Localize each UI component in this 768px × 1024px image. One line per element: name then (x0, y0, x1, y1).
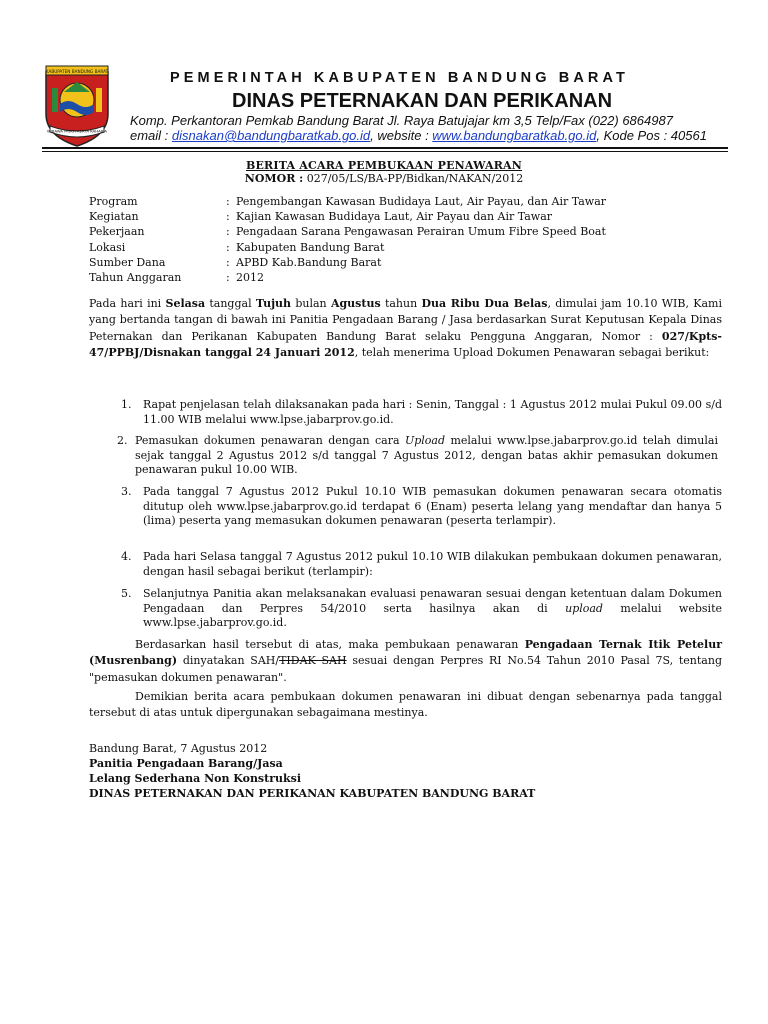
signature-line: Panitia Pengadaan Barang/Jasa (89, 757, 283, 770)
website-link[interactable]: www.bandungbaratkab.go.id (432, 128, 597, 143)
field-row (89, 271, 729, 286)
website-label: , website : (370, 128, 433, 143)
field-label: Sumber Dana (89, 255, 166, 269)
intro-month: Agustus (330, 297, 381, 310)
field-label: Lokasi (89, 240, 126, 254)
header-divider-thin (42, 151, 728, 152)
struck-text: TIDAK SAH (279, 654, 347, 668)
field-colon: : (226, 255, 230, 269)
list-item (117, 434, 718, 478)
result-paragraph (89, 637, 722, 686)
field-value: Pengembangan Kawasan Budidaya Laut, Air Payau, dan Air Tawar (236, 195, 607, 208)
closing-paragraph: Demikian berita acara pembukaan dokumen penawaran ini dibuat dengan sebenarnya pada tanggal tersebut di atas untuk dipergunakan sebagaimana mestinya. (89, 690, 722, 720)
item-number: 4. (121, 550, 132, 563)
signature-line: DINAS PETERNAKAN DAN PERIKANAN KABUPATEN BANDUNG BARAT (89, 787, 536, 800)
contact-line (130, 128, 768, 143)
regency-emblem-icon (42, 62, 112, 148)
list-item (121, 485, 722, 529)
field-label: Pekerjaan (89, 225, 145, 239)
list-item (121, 550, 722, 579)
field-row (89, 241, 729, 256)
intro-text: Pada hari ini (89, 297, 166, 310)
logo-top-text: KABUPATEN BANDUNG BARAT (45, 69, 109, 74)
field-value: Pengadaan Sarana Pengawasan Perairan Umum Fibre Speed Boat (236, 225, 606, 239)
field-label: Tahun Anggaran (89, 270, 182, 284)
intro-date: Tujuh (255, 297, 292, 310)
field-value: Kajian Kawasan Budidaya Laut, Air Payau dan Air Tawar (236, 210, 553, 224)
nomor-value: 027/05/LS/BA-PP/Bidkan/NAKAN/2012 (303, 172, 524, 185)
email-link[interactable]: disnakan@bandungbaratkab.go.id (171, 128, 371, 143)
field-value: APBD Kab.Bandung Barat (236, 255, 382, 269)
place-date: Bandung Barat, 7 Agustus 2012 (89, 742, 268, 755)
document-number (0, 172, 768, 185)
item-number: 5. (121, 587, 132, 600)
decree-number: 027/Kpts-47/PPBJ/Disnakan tanggal 24 Januari 2012 (89, 329, 722, 359)
result-text: sesuai dengan Perpres RI No.54 Tahun 2010 Pasal 7S, tentang "pemasukan dokumen penawaran". (89, 654, 722, 684)
office-address: Komp. Perkantoran Pemkab Bandung Barat Jl. Raya Batujajar km 3,5 Telp/Fax (022) 6864987 (130, 113, 673, 128)
item-text-part: melalui www.lpse.jabarprov.go.id telah dimulai sejak tanggal 2 Agustus 2012 s/d tanggal 7 Agustus 2012, dengan batas akhir pemasukan dokumen penawaran pukul 10.00 WIB. (135, 434, 718, 476)
procurement-name: Pengadaan Ternak Itik Petelur (Musrenbang) (89, 638, 722, 668)
item-text (135, 434, 718, 478)
intro-text: tanggal (205, 297, 256, 310)
field-colon: : (226, 270, 230, 284)
item-text-part: melalui website www.lpse.jabarprov.go.id. (143, 601, 722, 629)
intro-text: , dimulai jam 10.10 WIB, Kami yang bertanda tangan di bawah ini Panitia Pengadaan Barang / Jasa berdasarkan Surat Keputusan Kepala Dinas Peternakan dan Perikanan Kabupaten Bandung Barat selaku Pengguna Anggaran, Nomor : (89, 297, 723, 343)
list-item (121, 587, 722, 631)
program-details (89, 195, 729, 286)
item-number: 1. (121, 398, 132, 411)
intro-text: bulan (291, 297, 331, 310)
intro-day: Selasa (165, 297, 206, 310)
intro-year: Dua Ribu Dua Belas (421, 297, 548, 310)
field-colon: : (226, 195, 230, 208)
item-emphasis: upload (565, 601, 603, 615)
item-number: 3. (121, 485, 132, 498)
government-name: PEMERINTAH KABUPATEN BANDUNG BARAT (170, 70, 629, 86)
field-row (89, 210, 729, 225)
item-text: Pada hari Selasa tanggal 7 Agustus 2012 pukul 10.10 WIB dilakukan pembukaan dokumen penawaran, dengan hasil sebagai berikut (terlampir): (143, 550, 722, 578)
field-row (89, 195, 729, 210)
signature-line: Lelang Sederhana Non Konstruksi (89, 772, 301, 785)
list-item (121, 398, 722, 427)
field-row (89, 225, 729, 240)
field-row (89, 256, 729, 271)
field-colon: : (226, 210, 230, 224)
field-label: Kegiatan (89, 210, 139, 224)
document-title: BERITA ACARA PEMBUKAAN PENAWARAN (245, 159, 523, 172)
field-value: Kabupaten Bandung Barat (236, 240, 385, 254)
field-colon: : (226, 240, 230, 254)
intro-text: , telah menerima Upload Dokumen Penawaran sebagai berikut: (354, 345, 710, 359)
field-value: 2012 (236, 270, 264, 284)
item-emphasis: Upload (404, 434, 446, 447)
field-label: Program (89, 195, 138, 208)
department-name: DINAS PETERNAKAN DAN PERIKANAN (232, 90, 613, 112)
email-label: email : (130, 128, 172, 143)
nomor-label: NOMOR : (244, 172, 304, 185)
field-colon: : (226, 225, 230, 239)
item-number: 2. (117, 434, 128, 447)
item-text: Pada tanggal 7 Agustus 2012 Pukul 10.10 WIB pemasukan dokumen penawaran secara otomatis ditutup oleh www.lpse.jabarprov.go.id terdapat 6 (Enam) peserta lelang yang mendaftar dan hanya 5 (lima) peserta yang memasukan dokumen penawaran (peserta terlampir). (143, 485, 722, 527)
result-text: dinyatakan SAH/ (177, 654, 280, 668)
item-text-part: Selanjutnya Panitia akan melaksanakan evaluasi penawaran sesuai dengan ketentuan dalam Dokumen Pengadaan dan Perpres 54/2010 serta hasilnya akan di (143, 587, 722, 615)
header-divider (42, 147, 728, 149)
result-text: Berdasarkan hasil tersebut di atas, maka pembukaan penawaran (135, 638, 525, 651)
signature-block (89, 741, 535, 801)
item-text (143, 587, 722, 631)
intro-paragraph (89, 296, 722, 361)
intro-text: tahun (380, 297, 422, 310)
postcode: , Kode Pos : 40561 (596, 128, 707, 143)
item-text: Rapat penjelasan telah dilaksanakan pada hari : Senin, Tanggal : 1 Agustus 2012 mulai Pukul 09.00 s/d 11.00 WIB melalui www.lpse.jabarprov.go.id. (143, 398, 722, 426)
item-text-part: Pemasukan dokumen penawaran dengan cara (135, 434, 405, 447)
logo-bottom-text: WIBAWA MUKTI KERTA RAHARJA (46, 128, 108, 134)
